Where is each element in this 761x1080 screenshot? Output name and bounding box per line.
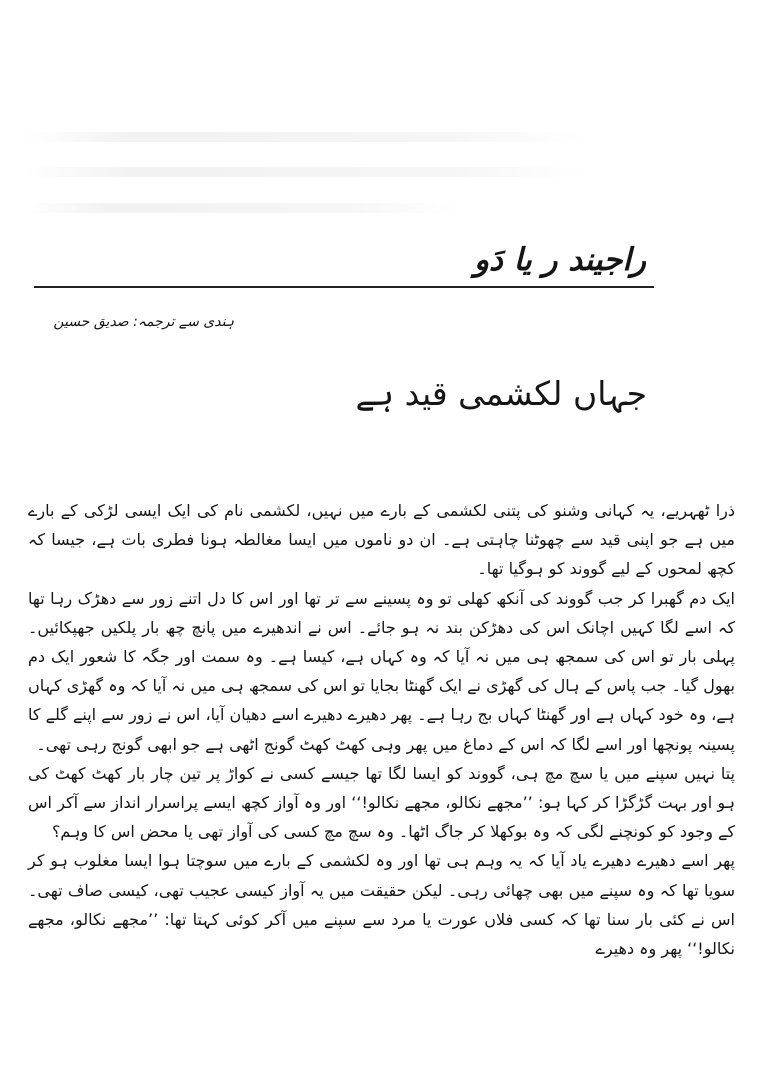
- paragraph: پھر اسے دھیرے دھیرے یاد آیا کہ یہ وہم ہی تھا اور وہ لکشمی کے بارے میں سوچتا ہوا ایسا مغلوب ہو کر سویا تھا کہ وہ سپنے میں بھی چھائی رہی۔ لیکن حقیقت میں یہ آواز کیسی عجیب تھی، کیسی صاف تھی۔ اس نے کئی بار سنا تھا کہ کسی فلاں عورت یا مرد سے سپنے میں آکر کوئی کہتا تھا: ’’مجھے نکالو، مجھے نکالو!‘‘ پھر وہ دھیرے: [28, 851, 735, 959]
- paragraph: ایک دم گھبرا کر جب گووند کی آنکھ کھلی تو وہ پسینے سے تر تھا اور اس کا دل اتنے زور سے دھڑک رہا تھا کہ اسے لگا کہیں اچانک اس کی دھڑکن بند نہ ہو جائے۔ اس نے اندھیرے میں پانچ چھ بار پلکیں جھپکائیں۔ پہلی بار تو اس کی سمجھ ہی میں نہ آیا کہ وہ کہاں ہے، کیسا ہے۔ وہ سمت اور جگہ کا شعور ایک دم بھول گیا۔ جب پاس کے ہال کی گھڑی نے ایک گھنٹا بجایا تو اس کی سمجھ ہی میں نہ آیا کہ وہ گھڑی کہاں ہے، وہ خود کہاں ہے اور گھنٹا کہاں بج رہا ہے۔ پھر دھیرے دھیرے اسے دھیان آیا، اس نے زور سے اپنے گلے کا پسینہ پونچھا اور اسے لگا کہ اس کے دماغ میں پھر وہی کھٹ کھٹ گونج اٹھی ہے جو ابھی گونج رہی تھی۔: [28, 588, 735, 754]
- show-through-line: [25, 132, 585, 142]
- show-through-line: [25, 203, 455, 213]
- story-title: جہاں لکشمی قید ہے: [355, 374, 647, 413]
- translator-credit: ہندی سے ترجمہ: صدیق حسین: [53, 314, 234, 330]
- show-through-line: [25, 167, 585, 177]
- author-name: راجیند ر یا دَو: [474, 242, 646, 278]
- paragraph: پتا نہیں سپنے میں یا سچ مچ ہی، گووند کو ایسا لگا تھا جیسے کسی نے کواڑ پر تین چار بار کھٹ کھٹ کی ہو اور بہت گڑگڑا کر کہا ہو: ’’مجھے نکالو، مجھے نکالو!‘‘ اور وہ آواز کچھ ایسے پراسرار انداز سے آکر اس کے وجود کو کونچنے لگی کہ وہ بوکھلا کر جاگ اٹھا۔ وہ سچ مچ کسی کی آواز تھی یا محض اس کا وہم؟: [28, 763, 736, 842]
- story-body: [28, 496, 735, 963]
- header-rule: [34, 286, 654, 288]
- paragraph: ذرا ٹھہریے، یہ کہانی وشنو کی پتنی لکشمی کے بارے میں نہیں، لکشمی نام کی ایک ایسی لڑکی کے بارے میں ہے جو اپنی قید سے چھوٹنا چاہتی ہے۔ ان دو ناموں میں ایسا مغالطہ ہونا فطری بات ہے، جیسا کہ کچھ لمحوں کے لیے گووند کو ہوگیا تھا۔: [28, 501, 735, 579]
